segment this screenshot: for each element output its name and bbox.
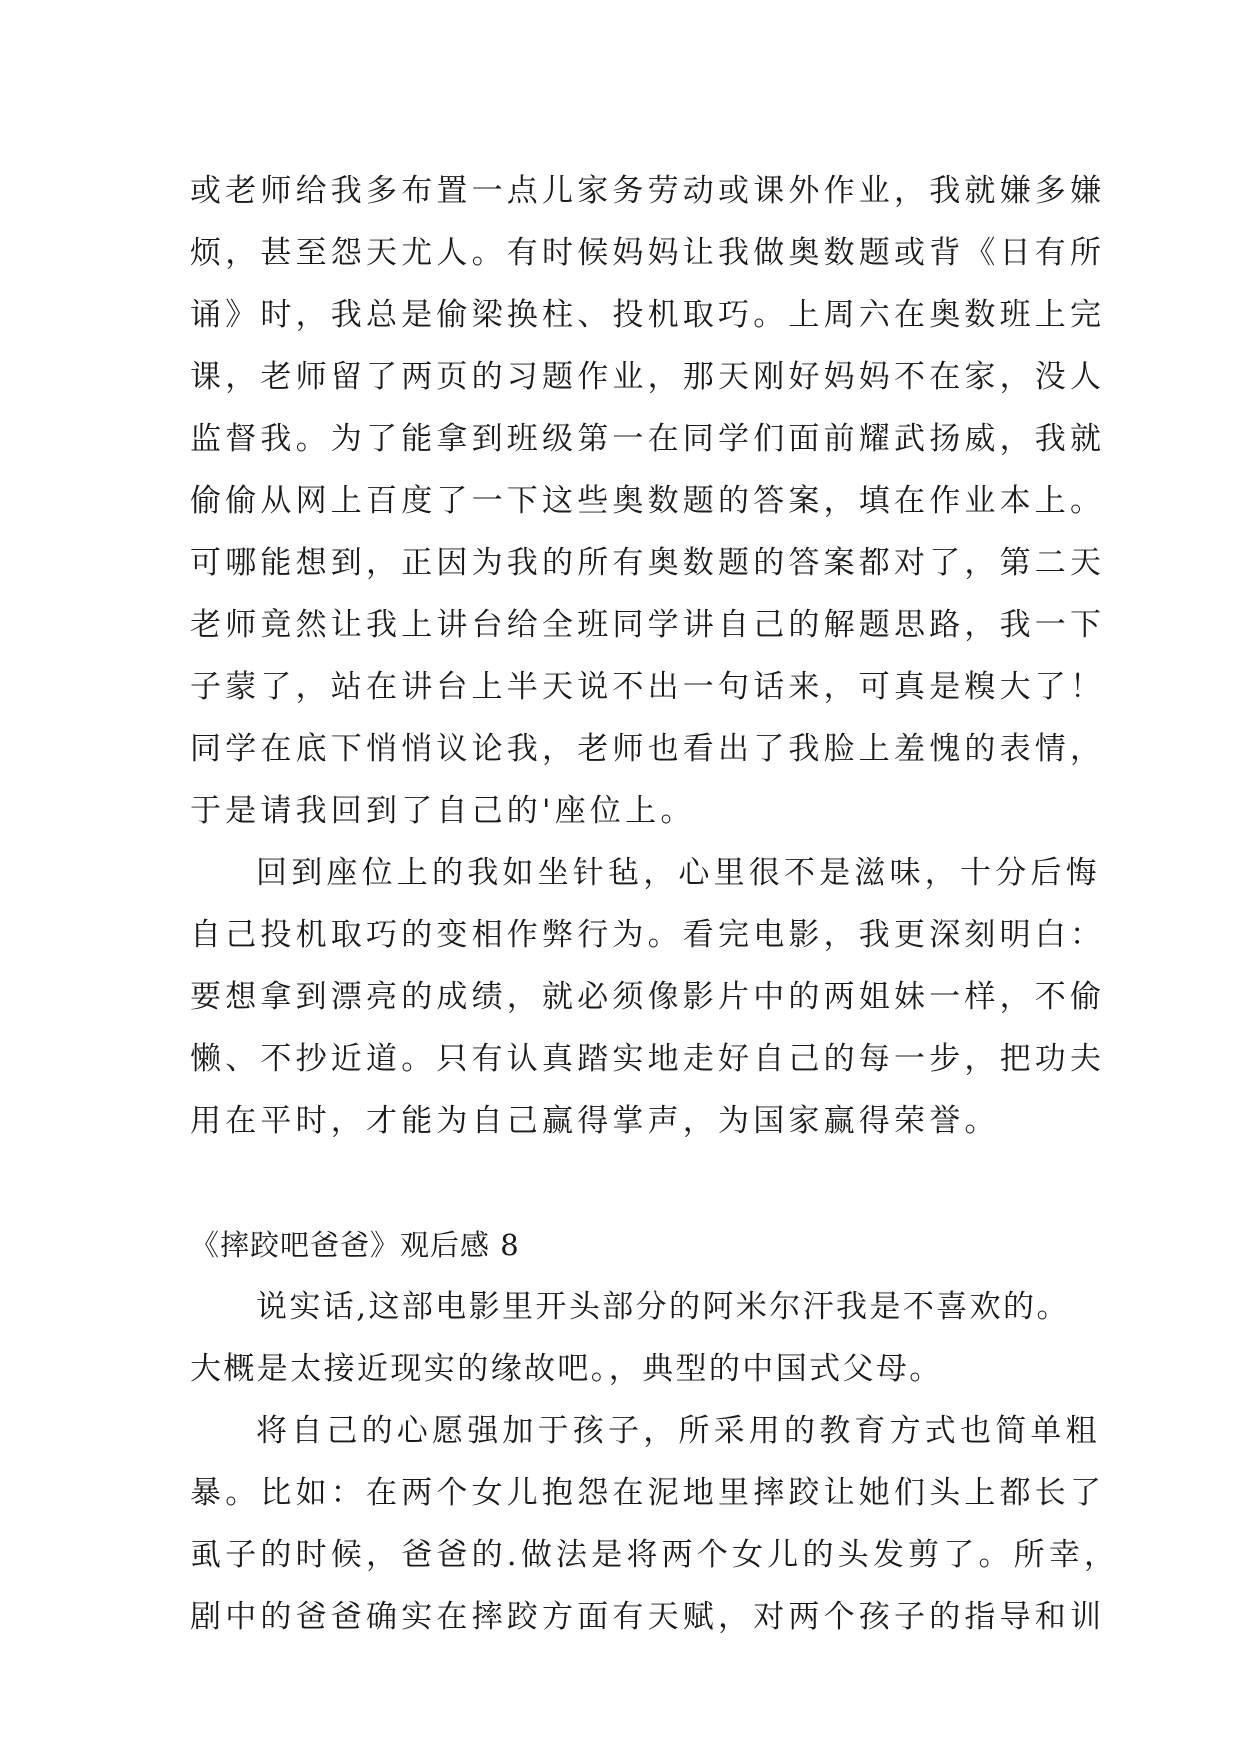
text-line: 课，老师留了两页的习题作业，那天刚好妈妈不在家，没人 [190,359,1106,395]
section-spacer [190,1152,1070,1214]
text-line: 于是请我回到了自己的'座位上。 [190,793,696,829]
text-line: 可哪能想到，正因为我的所有奥数题的答案都对了，第二天 [190,545,1106,581]
text-line: 自己投机取巧的变相作弊行为。看完电影，我更深刻明白： [190,917,1106,953]
text-line: 诵》时，我总是偷梁换柱、投机取巧。上周六在奥数班上完 [190,297,1106,333]
text-line: 监督我。为了能拿到班级第一在同学们面前耀武扬威，我就 [190,421,1106,457]
paragraph-4 [190,1400,1120,1648]
paragraph-1 [190,160,1106,842]
text-line: 烦，甚至怨天尤人。有时候妈妈让我做奥数题或背《日有所 [190,235,1106,271]
text-line: 回到座位上的我如坐针毡，心里很不是滋味，十分后悔 [256,855,1101,891]
section-title: 《摔跤吧爸爸》观后感 8 [190,1228,520,1262]
text-line: 虱子的时候，爸爸的.做法是将两个女儿的头发剪了。所幸， [190,1537,1120,1573]
text-line: 懒、不抄近道。只有认真踏实地走好自己的每一步，把功夫 [190,1041,1106,1077]
text-line: 大概是太接近现实的缘故吧。，典型的中国式父母。 [190,1351,943,1387]
text-line: 老师竟然让我上讲台给全班同学讲自己的解题思路，我一下 [190,607,1106,643]
text-line: 剧中的爸爸确实在摔跤方面有天赋，对两个孩子的指导和训 [190,1599,1106,1635]
text-line: 或老师给我多布置一点儿家务劳动或课外作业，我就嫌多嫌 [190,173,1106,209]
document-body [190,160,1120,1648]
text-line: 说实话,这部电影里开头部分的阿米尔汗我是不喜欢的。 [256,1289,1070,1325]
text-line: 同学在底下悄悄议论我，老师也看出了我脸上羞愧的表情， [190,731,1106,767]
paragraph-3 [190,1276,1070,1400]
paragraph-2 [190,842,1106,1152]
text-line: 偷偷从网上百度了一下这些奥数题的答案，填在作业本上。 [190,483,1106,519]
text-line: 用在平时，才能为自己赢得掌声，为国家赢得荣誉。 [190,1103,1000,1139]
text-line: 要想拿到漂亮的成绩，就必须像影片中的两姐妹一样，不偷 [190,979,1106,1015]
text-line: 子蒙了，站在讲台上半天说不出一句话来，可真是糗大了！ [190,669,1106,705]
text-line: 暴。比如：在两个女儿抱怨在泥地里摔跤让她们头上都长了 [190,1475,1106,1511]
text-line: 将自己的心愿强加于孩子，所采用的教育方式也简单粗 [256,1413,1101,1449]
